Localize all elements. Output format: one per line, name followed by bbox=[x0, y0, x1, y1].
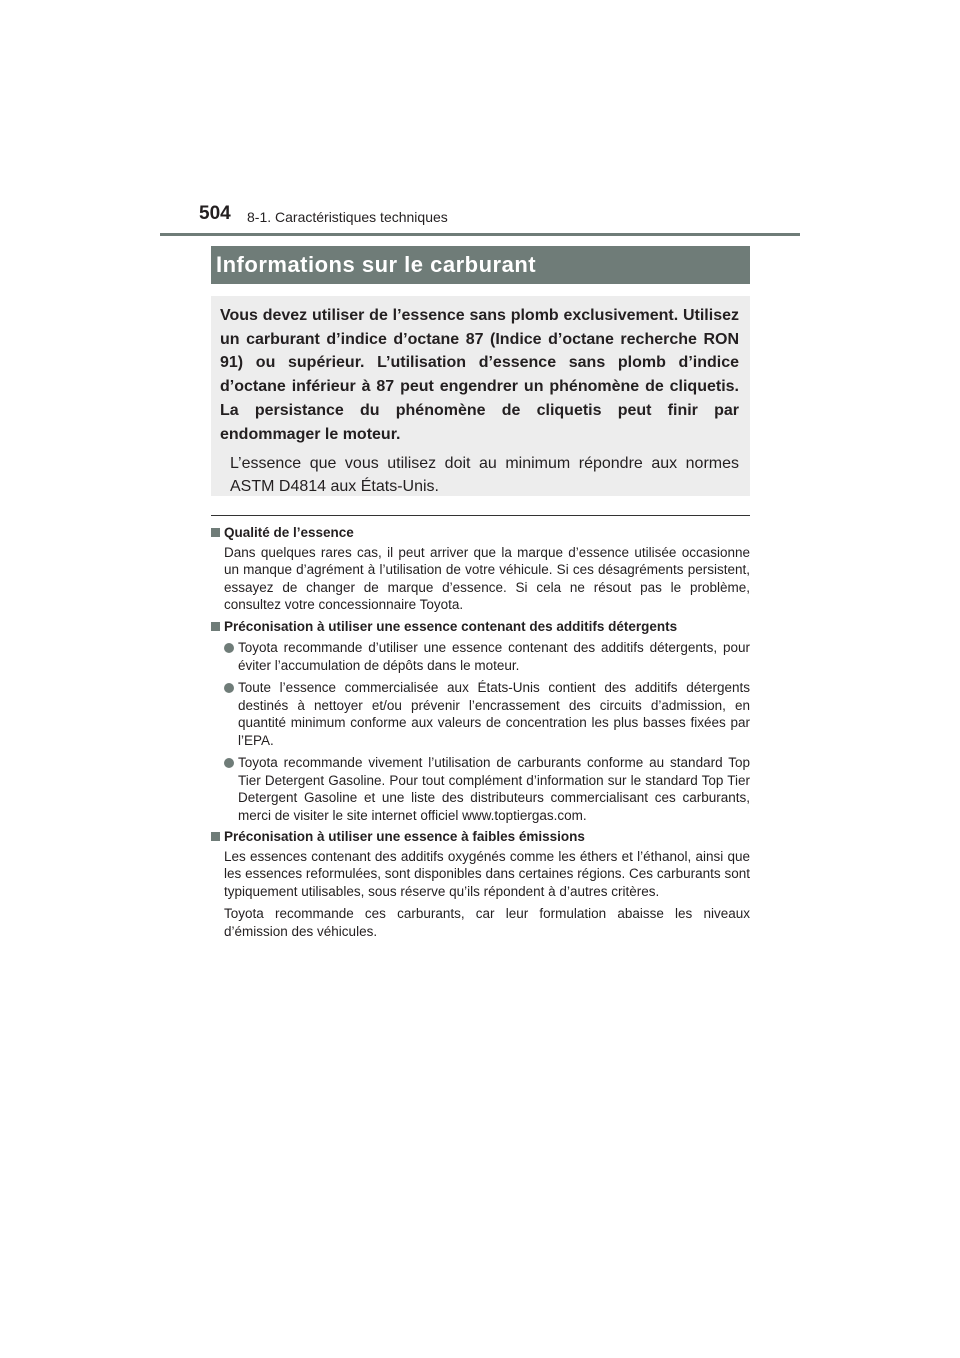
circle-bullet-icon bbox=[224, 758, 234, 768]
section-heading-text: Préconisation à utiliser une essence contenant des additifs détergents bbox=[224, 618, 678, 634]
section-heading-text: Préconisation à utiliser une essence à faibles émissions bbox=[224, 829, 585, 844]
bullet-text: Toyota recommande vivement l’utilisation de carburants conforme au standard Top Tier Detergent Gasoline. Pour tout complément d’information sur le standard Top Tier Detergent Gasoline et une liste des distributeurs commercialisant ces carburants, merci de visiter le site internet officiel www.toptiergas.com. bbox=[238, 755, 750, 823]
bullet-item bbox=[238, 754, 750, 824]
section-paragraph: Dans quelques rares cas, il peut arriver que la marque d’essence utilisée occasionne un manque d’agrément à l’utilisation de votre véhicule. Si ces désagréments persistent, essayez de changer de marque d’essence. Si cela ne résout pas le problème, consultez votre concessionnaire Toyota. bbox=[224, 544, 750, 612]
circle-bullet-icon bbox=[224, 683, 234, 693]
section-heading bbox=[211, 618, 750, 636]
main-content bbox=[211, 524, 750, 944]
bullet-item bbox=[238, 679, 750, 749]
section-paragraph: Les essences contenant des additifs oxygénés comme les éthers et l’éthanol, ainsi que les essences reformulées, sont disponibles dans certaines régions. Ces carburants sont typiquement utilisables, sous réserve qu’ils répondent à d’autres critères. bbox=[224, 848, 750, 899]
bullet-item bbox=[238, 639, 750, 674]
section-reference: 8-1. Caractéristiques techniques bbox=[247, 209, 448, 225]
intro-standard-note: L’essence que vous utilisez doit au minimum répondre aux normes ASTM D4814 aux États-Unis. bbox=[230, 455, 739, 496]
bullet-text: Toyota recommande d’utiliser une essence contenant des additifs détergents, pour éviter l’accumulation de dépôts dans le moteur. bbox=[238, 640, 750, 673]
square-bullet-icon bbox=[211, 832, 220, 841]
intro-requirement-text: Vous devez utiliser de l’essence sans plomb exclusivement. Utilisez un carburant d’indice d’octane 87 (Indice d’octane recherche RON 91) ou supérieur. L’utilisation d’essence sans plomb d’indice d’octane inférieur à 87 peut engendrer un phénomène de cliquetis. La persistance du phénomène de cliquetis peut finir par endommager le moteur. bbox=[220, 307, 739, 443]
page-title: Informations sur le carburant bbox=[216, 252, 537, 277]
circle-bullet-icon bbox=[224, 643, 234, 653]
square-bullet-icon bbox=[211, 622, 220, 631]
section-paragraph: Toyota recommande ces carburants, car leur formulation abaisse les niveaux d’émission des véhicules. bbox=[224, 906, 750, 939]
header-divider bbox=[160, 233, 800, 236]
section-detergent-additives bbox=[211, 618, 750, 825]
bullet-text: Toute l’essence commercialisée aux États-Unis contient des additifs détergents destinés à nettoyer et/ou prévenir l’encrassement des circuits d’admission, en quantité minimum conforme aux valeurs de concentration les plus basses fixées par l’EPA. bbox=[238, 680, 750, 748]
section-heading-text: Qualité de l’essence bbox=[224, 525, 354, 540]
section-divider bbox=[211, 515, 750, 516]
page-number: 504 bbox=[199, 203, 231, 224]
section-low-emission bbox=[211, 828, 750, 940]
section-fuel-quality bbox=[211, 524, 750, 614]
section-heading bbox=[211, 828, 750, 846]
intro-content bbox=[220, 304, 739, 498]
square-bullet-icon bbox=[211, 528, 220, 537]
section-heading bbox=[211, 524, 750, 542]
